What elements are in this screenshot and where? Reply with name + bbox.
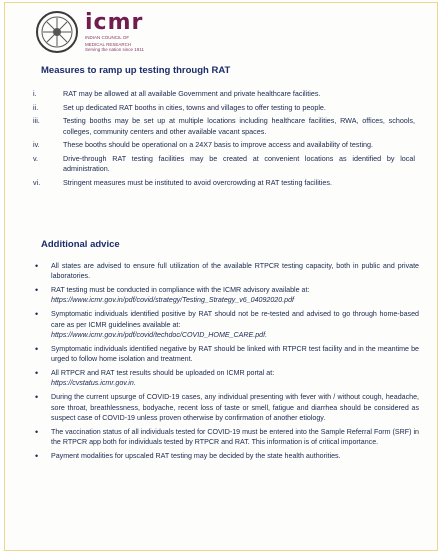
advice-list [35, 261, 419, 465]
logo-block [85, 12, 144, 52]
item-text: These booths should be operational on a 24X7 basis to improve access and availability of testing. [63, 140, 374, 149]
item-number: iii. [33, 116, 40, 125]
list-item [35, 427, 419, 448]
bullet-icon: • [35, 450, 39, 461]
item-text [51, 392, 419, 423]
bullet-icon: • [35, 426, 39, 437]
advice-text: Symptomatic individuals identified positive by RAT should not be re-tested and advised to go through home-based care as per ICMR guidelines available at: [51, 310, 419, 329]
advice-text: Symptomatic individuals identified negative by RAT should be linked with RTPCR test facility and in the meantime be urged to follow home isolation and treatment. [51, 344, 419, 364]
bullet-icon: • [35, 392, 39, 403]
item-text [51, 368, 419, 389]
item-text [51, 427, 419, 448]
list-item [29, 103, 415, 114]
logo-tagline: Serving the nation since 1911 [85, 47, 144, 52]
item-number: ii. [33, 102, 39, 112]
item-text [51, 451, 419, 461]
item-text: Testing booths may be set up at multiple locations including healthcare facilities, RWA, offices, schools, colleges, community centers and other available vacant spaces. [63, 116, 415, 136]
bullet-icon: • [35, 309, 39, 320]
list-item [35, 261, 419, 282]
logo-sub-line2: MEDICAL RESEARCH [85, 41, 132, 47]
advisory-link[interactable]: https://www.icmr.gov.in/pdf/covid/strategy/Testing_Strategy_v6_04092020.pdf [51, 296, 295, 305]
bullet-icon: • [35, 368, 39, 379]
advice-text: Payment modalities for upscaled RAT testing may be decided by the state health authorities. [51, 451, 341, 460]
list-item [35, 392, 419, 423]
bullet-icon: • [35, 343, 39, 354]
bullet-icon: • [35, 261, 39, 271]
icmr-seal-logo [35, 10, 79, 54]
list-item [35, 285, 419, 306]
item-text: Drive-through RAT testing facilities may be created at convenient locations as identified by local administration. [63, 153, 415, 173]
portal-link[interactable]: https://cvstatus.icmr.gov.in. [51, 379, 136, 388]
item-number: i. [33, 89, 37, 98]
list-item [29, 116, 415, 137]
section-title-additional-advice: Additional advice [41, 239, 120, 250]
list-item [29, 178, 415, 189]
advice-text: All RTPCR and RAT test results should be uploaded on ICMR portal at: [51, 369, 275, 378]
section-title-measures: Measures to ramp up testing through RAT [41, 65, 231, 76]
list-item [35, 309, 419, 340]
list-item [35, 451, 419, 461]
item-text: Set up dedicated RAT booths in cities, towns and villages to offer testing to people. [63, 102, 326, 112]
item-number: vi. [33, 177, 41, 187]
header [35, 7, 144, 57]
measures-list [29, 89, 415, 191]
advice-text: During the current upsurge of COVID-19 cases, any individual presenting with fever with / without cough, headache, sore throat, breathlessness, bodyache, recent loss of taste or smell, fatigue and diarrhea should be considered as suspect case of COVID-19 unless proven otherwise by confirmation of another etiology. [51, 393, 419, 422]
logo-sub-line1: INDIAN COUNCIL OF [85, 35, 130, 40]
item-text [51, 285, 419, 306]
item-number: v. [33, 153, 39, 163]
bullet-icon: • [35, 285, 39, 296]
list-item [29, 154, 415, 175]
advice-text: All states are advised to ensure full utilization of the available RTPCR testing capacity, both in public and private laboratories. [51, 262, 419, 281]
logo-text: icmr [85, 10, 144, 35]
document-page [4, 2, 438, 551]
list-item [35, 368, 419, 389]
advice-text: The vaccination status of all individuals tested for COVID-19 must be entered into the Sample Referral Form (SRF) in the RTPCR app both for individuals tested by RTPCR and RAT. This information is of critical importance. [51, 427, 419, 447]
item-text: Stringent measures must be instituted to avoid overcrowding at RAT testing facilities. [63, 177, 332, 187]
item-number: iv. [33, 140, 40, 149]
item-text [51, 309, 419, 340]
list-item [35, 344, 419, 365]
list-item [29, 89, 415, 100]
list-item [29, 140, 415, 151]
advice-text: RAT testing must be conducted in compliance with the ICMR advisory available at: [51, 286, 310, 295]
item-text [51, 344, 419, 365]
item-text [51, 261, 419, 282]
home-care-link[interactable]: https://www.icmr.gov.in/pdf/covid/techdoc/COVID_HOME_CARE.pdf. [51, 330, 268, 339]
item-text: RAT may be allowed at all available Government and private healthcare facilities. [63, 89, 321, 98]
